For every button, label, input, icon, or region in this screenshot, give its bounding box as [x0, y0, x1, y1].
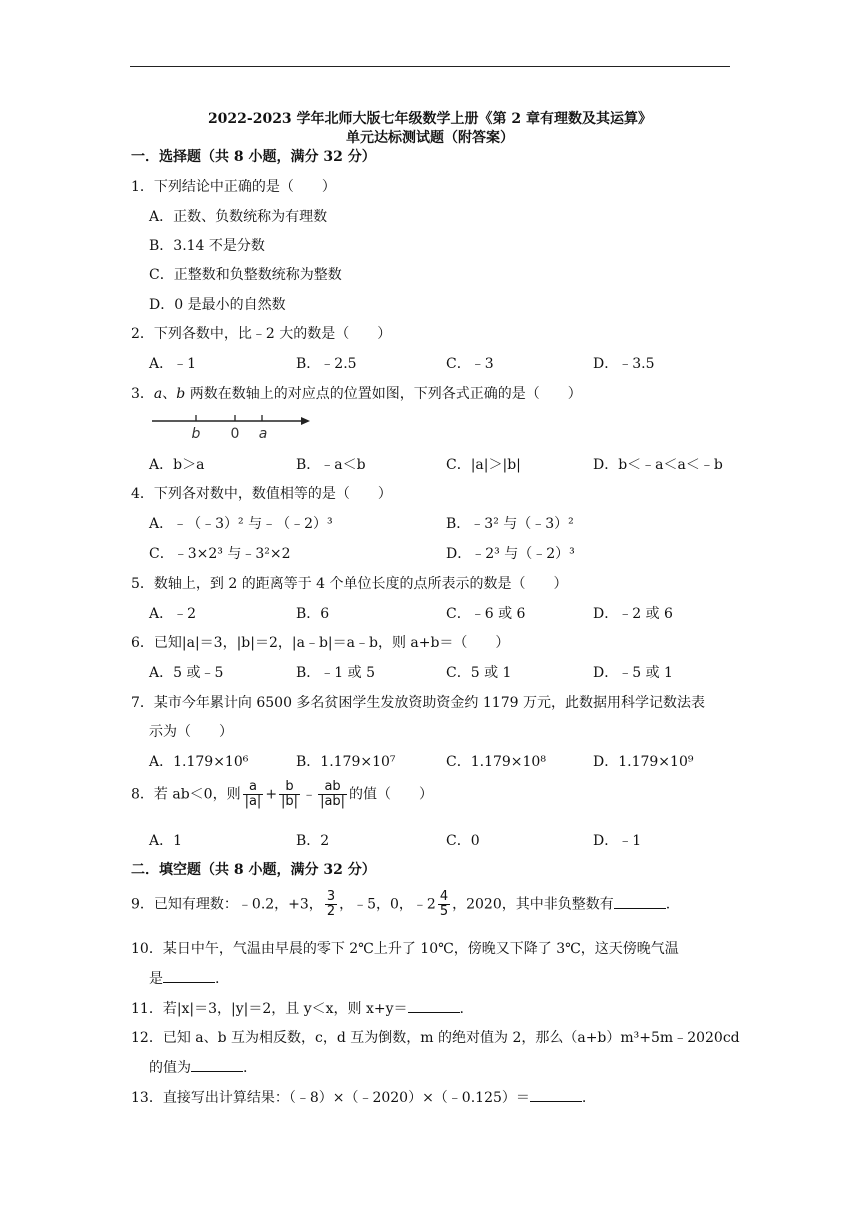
- q5-stem: 5．数轴上，到 2 的距离等于 4 个单位长度的点所表示的数是（ ）: [131, 576, 568, 592]
- q3-option-d: D．b＜﹣a＜a＜﹣b: [593, 457, 723, 473]
- q1-option-a: A．正数、负数统称为有理数: [149, 209, 328, 225]
- q6-option-b: B．﹣1 或 5: [296, 665, 376, 681]
- q12-answer-blank[interactable]: [191, 1059, 243, 1072]
- q7-option-d: D．1.179×10⁹: [593, 754, 694, 770]
- number-line-arrow-icon: [301, 417, 310, 425]
- section-choice-heading: 一．选择题（共 8 小题，满分 32 分）: [131, 149, 376, 165]
- label-a: a: [258, 426, 268, 442]
- q12-stem-line2: 的值为 .: [149, 1060, 248, 1076]
- q3-option-b: B．﹣a＜b: [296, 457, 366, 473]
- q4-option-a: A．﹣（﹣3）² 与﹣（﹣2）³: [149, 516, 333, 532]
- q5-option-a: A．﹣2: [149, 606, 197, 622]
- q3-stem: 3．a、b 两数在数轴上的对应点的位置如图，下列各式正确的是（ ）: [131, 386, 582, 402]
- q9-answer-blank[interactable]: [614, 896, 666, 909]
- doc-title-line2: 单元达标测试题（附答案）: [346, 130, 514, 146]
- q1-option-c: C．正整数和负整数统称为整数: [149, 267, 342, 283]
- q4-option-c: C．﹣3×2³ 与﹣3²×2: [149, 546, 291, 562]
- q5-option-d: D．﹣2 或 6: [593, 606, 673, 622]
- q1-stem: 1．下列结论中正确的是（ ）: [131, 179, 336, 195]
- q8-stem: 8．若 ab＜0，则 $\frac{a}{|a|}$ + $\frac{b}{|b|}$ ﹣ $\frac{ab}{|ab|}$ 的值（ ）: [131, 779, 434, 809]
- q2-option-c: C．﹣3: [446, 356, 494, 372]
- number-line-svg: [150, 410, 320, 442]
- q2-option-b: B．﹣2.5: [296, 356, 357, 372]
- q7-option-c: C．1.179×10⁸: [446, 754, 546, 770]
- fraction-b-over-abs-b: $\frac{b}{|b|}$: [281, 779, 299, 809]
- q10-stem-line1: 10．某日中午，气温由早晨的零下 2℃上升了 10℃，傍晚又下降了 3℃，这天傍晚气温: [131, 941, 679, 957]
- fraction-four-fifths: $\frac{4}{5}$: [439, 889, 449, 919]
- q6-stem: 6．已知|a|＝3，|b|＝2，|a﹣b|＝a﹣b，则 a+b＝（ ）: [131, 635, 510, 651]
- q10-stem-line2: 是 .: [149, 971, 220, 987]
- fraction-three-halves: $\frac{3}{2}$: [326, 889, 336, 919]
- q2-option-a: A．﹣1: [149, 356, 197, 372]
- q11-stem: 11．若|x|＝3，|y|＝2，且 y＜x，则 x+y＝ .: [131, 1001, 464, 1017]
- q13-answer-blank[interactable]: [530, 1089, 582, 1102]
- q11-answer-blank[interactable]: [408, 1000, 460, 1013]
- header-rule: [130, 66, 730, 67]
- q10-answer-blank[interactable]: [163, 970, 215, 983]
- q5-option-b: B．6: [296, 606, 330, 622]
- q7-option-a: A．1.179×10⁶: [149, 754, 249, 770]
- q2-option-d: D．﹣3.5: [593, 356, 655, 372]
- fraction-a-over-abs-a: $\frac{a}{|a|}$: [244, 779, 262, 809]
- label-b: b: [191, 426, 201, 442]
- q7-stem-line2: 示为（ ）: [149, 724, 233, 740]
- doc-title-line1: 2022-2023 学年北师大版七年级数学上册《第 2 章有理数及其运算》: [207, 111, 653, 127]
- q8-option-b: B．2: [296, 833, 330, 849]
- q2-stem: 2．下列各数中，比﹣2 大的数是（ ）: [131, 326, 392, 342]
- fraction-ab-over-abs-ab: $\frac{ab}{|ab|}$: [320, 779, 346, 809]
- q4-option-b: B．﹣3² 与（﹣3）²: [446, 516, 574, 532]
- q13-stem: 13．直接写出计算结果：（﹣8）×（﹣2020）×（﹣0.125）＝ .: [131, 1090, 587, 1106]
- q3-option-c: C．|a|＞|b|: [446, 457, 521, 473]
- q8-option-a: A．1: [149, 833, 183, 849]
- q8-option-d: D．﹣1: [593, 833, 642, 849]
- q9-stem: 9．已知有理数：﹣0.2，+3， $\frac{3}{2}$ ，﹣5，0，﹣2 $\frac{4}{5}$ ，2020，其中非负整数有 .: [131, 889, 671, 919]
- q12-stem-line1: 12．已知 a、b 互为相反数，c，d 互为倒数，m 的绝对值为 2，那么（a+b）m³+5m﹣2020cd: [131, 1030, 740, 1046]
- q7-stem-line1: 7．某市今年累计向 6500 多名贫困学生发放资助资金约 1179 万元，此数据用科学记数法表: [131, 695, 705, 711]
- q1-option-d: D．0 是最小的自然数: [149, 297, 286, 313]
- q4-option-d: D．﹣2³ 与（﹣2）³: [446, 546, 575, 562]
- q8-option-c: C．0: [446, 833, 480, 849]
- q6-option-a: A．5 或﹣5: [149, 665, 224, 681]
- q1-option-b: B．3.14 不是分数: [149, 238, 265, 254]
- number-line-figure: [150, 410, 320, 446]
- q6-option-c: C．5 或 1: [446, 665, 512, 681]
- q3-option-a: A．b＞a: [149, 457, 205, 473]
- q7-option-b: B．1.179×10⁷: [296, 754, 396, 770]
- q6-option-d: D．﹣5 或 1: [593, 665, 673, 681]
- q4-stem: 4．下列各对数中，数值相等的是（ ）: [131, 486, 392, 502]
- label-zero: 0: [230, 426, 240, 442]
- section-fill-heading: 二．填空题（共 8 小题，满分 32 分）: [131, 862, 376, 878]
- q5-option-c: C．﹣6 或 6: [446, 606, 526, 622]
